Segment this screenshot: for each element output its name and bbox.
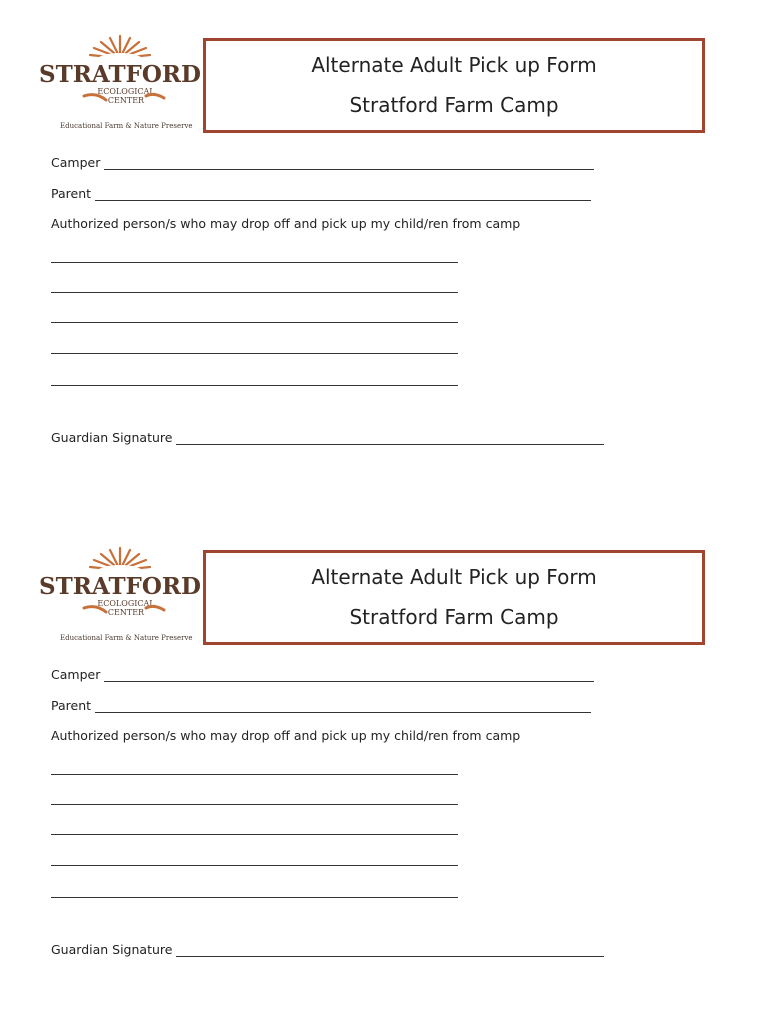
authorized-person-line-1[interactable] [51, 262, 458, 263]
pickup-form-2 [0, 512, 770, 1024]
authorized-person-line-3[interactable] [51, 322, 458, 323]
form-subtitle: Stratford Farm Camp [349, 605, 559, 629]
guardian-signature-field[interactable] [51, 942, 604, 957]
camper-input-line[interactable] [104, 668, 594, 682]
parent-field[interactable] [51, 698, 591, 713]
guardian-signature-label: Guardian Signature [51, 430, 173, 445]
parent-input-line[interactable] [95, 187, 591, 201]
camper-label: Camper [51, 155, 101, 170]
parent-label: Parent [51, 186, 92, 201]
camper-input-line[interactable] [104, 156, 594, 170]
logo-subtitle-1: ECOLOGICAL [97, 599, 155, 608]
authorized-person-line-2[interactable] [51, 804, 458, 805]
authorized-person-line-4[interactable] [51, 865, 458, 866]
logo-subtitle-1: ECOLOGICAL [97, 87, 155, 96]
form-title: Alternate Adult Pick up Form [311, 53, 597, 77]
logo-name: STRATFORD [39, 573, 201, 600]
form-subtitle: Stratford Farm Camp [349, 93, 559, 117]
logo-tagline: Educational Farm & Nature Preserve [60, 634, 193, 642]
camper-label: Camper [51, 667, 101, 682]
authorized-person-line-4[interactable] [51, 353, 458, 354]
authorized-person-line-3[interactable] [51, 834, 458, 835]
authorized-person-line-1[interactable] [51, 774, 458, 775]
logo-tagline: Educational Farm & Nature Preserve [60, 122, 193, 130]
guardian-signature-line[interactable] [176, 431, 604, 445]
camper-field[interactable] [51, 155, 594, 170]
authorized-instruction: Authorized person/s who may drop off and pick up my child/ren from camp [51, 728, 521, 743]
stratford-logo [39, 542, 201, 646]
title-box [203, 38, 705, 133]
authorized-person-line-5[interactable] [51, 385, 458, 386]
guardian-signature-field[interactable] [51, 430, 604, 445]
logo-name: STRATFORD [39, 61, 201, 88]
form-title: Alternate Adult Pick up Form [311, 565, 597, 589]
guardian-signature-line[interactable] [176, 943, 604, 957]
title-box [203, 550, 705, 645]
authorized-instruction: Authorized person/s who may drop off and pick up my child/ren from camp [51, 216, 521, 231]
camper-field[interactable] [51, 667, 594, 682]
logo-sun-graphic [39, 542, 201, 632]
parent-input-line[interactable] [95, 699, 591, 713]
logo-sun-graphic [39, 30, 201, 120]
parent-label: Parent [51, 698, 92, 713]
parent-field[interactable] [51, 186, 591, 201]
authorized-person-line-5[interactable] [51, 897, 458, 898]
logo-subtitle-2: CENTER [107, 96, 145, 105]
authorized-person-line-2[interactable] [51, 292, 458, 293]
stratford-logo [39, 30, 201, 134]
logo-subtitle-2: CENTER [107, 608, 145, 617]
guardian-signature-label: Guardian Signature [51, 942, 173, 957]
